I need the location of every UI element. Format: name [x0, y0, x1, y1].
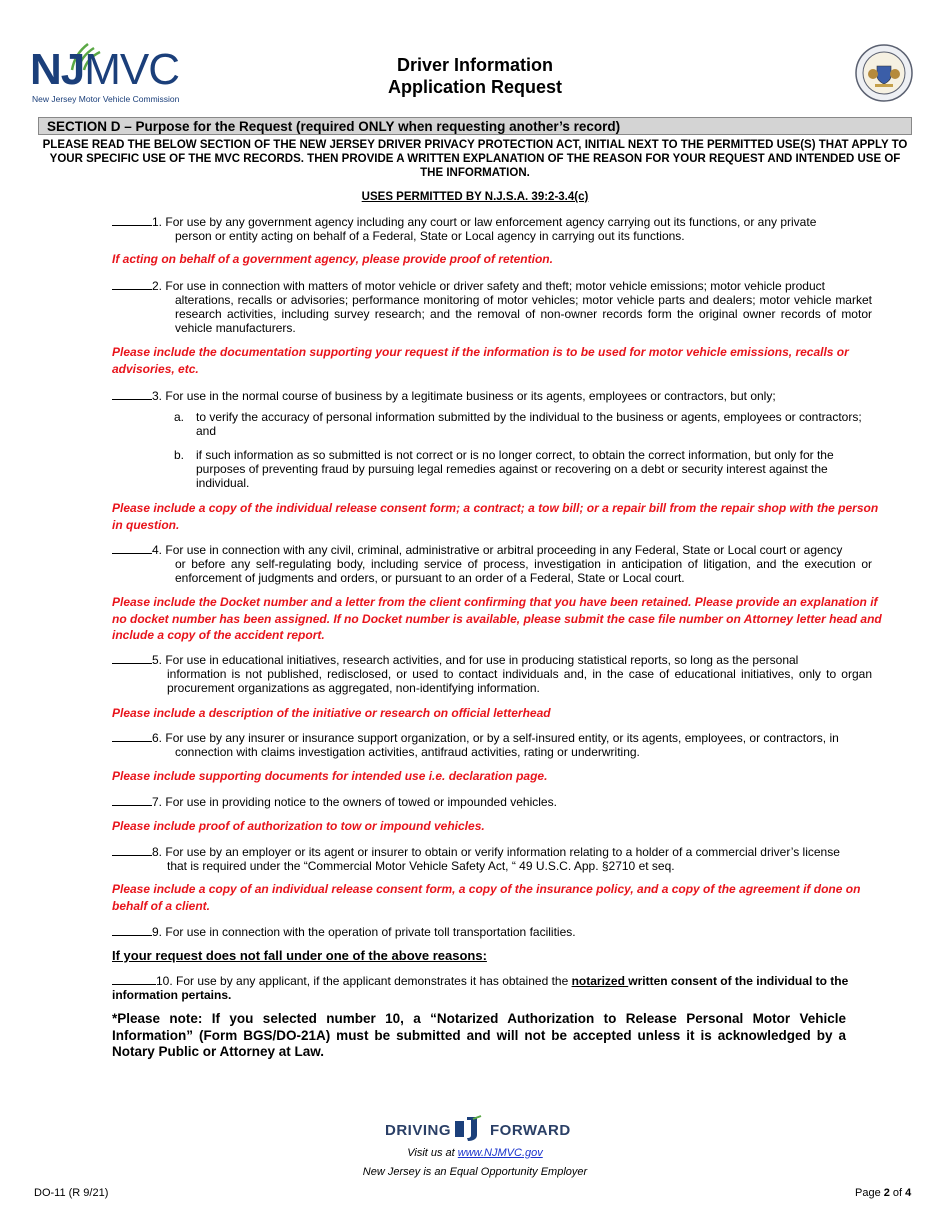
permitted-use-2: 2. For use in connection with matters of motor vehicle or driver safety and theft; motor vehicle emissions; motor vehicle product alterations, recalls or advisories; performance monitoring of motor vehicles; motor vehicle parts and dealers; motor vehicle market research activities, including survey research; and the removal of non-owner records form the original owner records of motor vehicle manufacturers.: [112, 278, 872, 335]
permitted-use-9: 9. For use in connection with the operation of private toll transportation facilities.: [112, 924, 872, 939]
permitted-use-10: 10. For use by any applicant, if the applicant demonstrates it has obtained the notarized written consent of the individual to the information pertains.: [112, 974, 849, 1002]
instructions-notice: PLEASE READ THE BELOW SECTION OF THE NEW JERSEY DRIVER PRIVACY PROTECTION ACT, INITIAL NEXT TO THE PERMITTED USE(S) THAT APPLY TO YOUR SPECIFIC USE OF THE MVC RECORDS. THEN PROVIDE A WRITTEN EXPLANATION OF THE REASON FOR YOUR REQUEST AND INTENDED USE OF THE INFORMATION.: [42, 139, 908, 179]
other-reasons-heading: If your request does not fall under one of the above reasons:: [112, 948, 487, 963]
nj-state-seal-icon: [855, 44, 913, 102]
initial-field-9[interactable]: [112, 924, 152, 936]
initial-field-5[interactable]: [112, 652, 152, 664]
permitted-use-4: 4. For use in connection with any civil, criminal, administrative or arbitral proceeding in any Federal, State or Local court or agency or before any self-regulating body, including service of process, investigation in anticipation of litigation, and the execution or enforcement of judgments and orders, or pursuant to an order of a Federal, State or Local court.: [112, 542, 872, 585]
logo-mvc: MVC: [84, 45, 180, 94]
note-vehicle-documentation: Please include the documentation supporting your request if the information is to be used for motor vehicle emissions, recalls or advisories, etc.: [112, 345, 849, 376]
permitted-use-1: 1. For use by any government agency including any court or law enforcement agency carrying out its functions, or any private person or entity acting on behalf of a Federal, State or Local agency in carrying out its functions.: [112, 214, 872, 243]
title-line-2: Application Request: [387, 77, 562, 97]
equal-opportunity-statement: New Jersey is an Equal Opportunity Employer: [362, 1166, 588, 1178]
note-insurance-policy: Please include a copy of an individual release consent form, a copy of the insurance policy, and a copy of the agreement if done on behalf of a client.: [112, 882, 861, 913]
visit-website-line: Visit us at www.NJMVC.gov: [407, 1147, 543, 1159]
initial-field-7[interactable]: [112, 794, 152, 806]
uses-permitted-heading: USES PERMITTED BY N.J.S.A. 39:2-3.4(c): [361, 191, 589, 203]
title-line-1: Driver Information: [396, 55, 554, 75]
sub-item-b: b. if such information as so submitted is not correct or is no longer correct, to obtain the correct information, but only for the purposes of preventing fraud by pursuing legal remedies against or recovering on a debt or security interest against the individual.: [174, 448, 834, 490]
permitted-use-7: 7. For use in providing notice to the owners of towed or impounded vehicles.: [112, 794, 872, 809]
note-research-letterhead: Please include a description of the initiative or research on official letterhead: [112, 706, 551, 720]
initial-field-10[interactable]: [112, 973, 156, 985]
sub-item-a: a. to verify the accuracy of personal information submitted by the individual to the business or agents, employees or contractors; and: [174, 410, 862, 438]
logo-nj: NJ: [30, 45, 85, 94]
initial-field-4[interactable]: [112, 542, 152, 554]
notarized-authorization-note: *Please note: If you selected number 10, a “Notarized Authorization to Release Personal Motor Vehicle Information” (Form BGS/DO-21A) must be submitted and will not be accepted unless it is acknowledged by a Notary Public or Attorney at Law.: [112, 1011, 846, 1059]
permitted-use-8: 8. For use by an employer or its agent or insurer to obtain or verify information relating to a holder of a commercial driver’s license that is required under the “Commercial Motor Vehicle Safety Act, “ 49 U.S.C. App. §2710 et seq.: [112, 844, 872, 873]
section-d-header: SECTION D – Purpose for the Request (required ONLY when requesting another’s record): [38, 117, 912, 135]
driving-word: DRIVING: [385, 1122, 452, 1139]
permitted-use-6: 6. For use by any insurer or insurance support organization, or by a self-insured entity, or its agents, employees, or contractors, in connection with claims investigation activities, antifraud activities, rating or underwriting.: [112, 730, 872, 759]
permitted-use-5: 5. For use in educational initiatives, research activities, and for use in producing statistical reports, so long as the personal information is not published, redisclosed, or used to contact individuals and, in the case of educational initiatives, only to organ procurement organizations as aggregated, non-identifying information.: [112, 652, 872, 695]
njmvc-website-link[interactable]: www.NJMVC.gov: [457, 1147, 543, 1159]
initial-field-3[interactable]: [112, 388, 152, 400]
note-docket-number: Please include the Docket number and a letter from the client confirming that you have been retained. Please provide an explanation if no docket number has been assigned. If no Docket number is available, please submit the case file number on Attorney letter head and include a copy of the accident report.: [112, 595, 882, 642]
logo-tagline: New Jersey Motor Vehicle Commission: [32, 94, 180, 104]
forward-word: FORWARD: [490, 1122, 571, 1139]
initial-field-1[interactable]: [112, 214, 152, 226]
note-tow-authorization: Please include proof of authorization to tow or impound vehicles.: [112, 819, 485, 833]
note-government-retention: If acting on behalf of a government agency, please provide proof of retention.: [112, 252, 553, 266]
njmvc-logo: [30, 42, 180, 106]
page-title: [300, 54, 650, 98]
nj-state-shape-icon: [453, 1115, 485, 1143]
permitted-use-3: 3. For use in the normal course of business by a legitimate business or its agents, employees or contractors, but only;: [112, 388, 872, 403]
note-release-consent: Please include a copy of the individual release consent form; a contract; a tow bill; or a repair bill from the repair shop with the person in question.: [112, 501, 879, 532]
initial-field-6[interactable]: [112, 730, 152, 742]
note-declaration-page: Please include supporting documents for intended use i.e. declaration page.: [112, 769, 548, 783]
initial-field-8[interactable]: [112, 844, 152, 856]
initial-field-2[interactable]: [112, 278, 152, 290]
driving-forward-logo: [385, 1115, 571, 1145]
page-number: Page 2 of 4: [855, 1187, 912, 1199]
form-number: DO-11 (R 9/21): [34, 1187, 109, 1199]
